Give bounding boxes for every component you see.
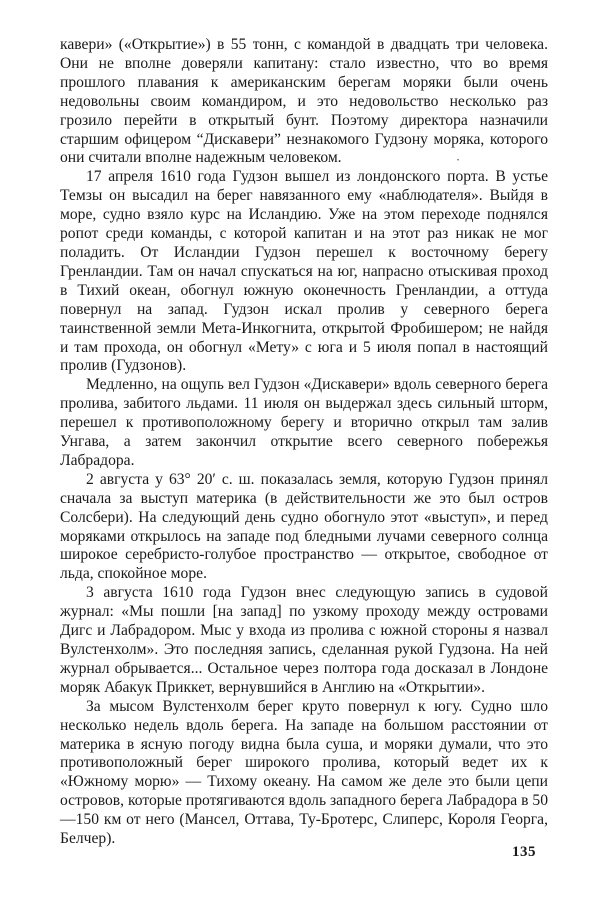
paragraph-6: За мысом Вулстенхолм берег круто повернул к югу. Судно шло несколько недель вдоль берега. На западе на большом расстоянии от материка в ясную погоду видна была суша, и моряки думали, что это противоположный берег широкого пролива, который ведет их к «Южному морю» — Тихому океану. На самом же деле это были цепи островов, которые протягиваются вдоль западного берега Лабрадора в 50—150 км от него (Мансел, Оттава, Ту-Бротерс, Слиперс, Короля Георга, Белчер). xyxy=(60,697,548,848)
paragraph-2: 17 апреля 1610 года Гудзон вышел из лондонского порта. В устье Темзы он высадил на берег навязанного ему «наблюдателя». Выйдя в море, судно взяло курс на Исландию. Уже на этом переходе поднялся ропот среди команды, с которой капитан и на этот раз никак не мог поладить. От Исландии Гудзон перешел к восточному берегу Гренландии. Там он начал спускаться на юг, напрасно отыскивая проход в Тихий океан, обогнул южную оконечность Гренландии, а оттуда повернул на запад. Гудзон искал пролив у северного берега таинственной земли Мета-Инкогнита, открытой Фробишером; не найдя и там прохода, он обогнул «Мету» с юга и 5 июля попал в настоящий пролив (Гудзонов). xyxy=(60,168,548,375)
page-text-body xyxy=(60,36,548,849)
print-speck: • xyxy=(457,158,460,164)
paragraph-4: 2 августа у 63° 20′ с. ш. показалась земля, которую Гудзон принял сначала за выступ материка (в действительности же это был остров Солсбери). На следующий день судно обогнуло этот «выступ», и перед моряками открылось на западе под бледными лучами северного солнца широкое серебристо-голубое пространство — открытое, свободное от льда, спокойное море. xyxy=(60,470,548,583)
paragraph-3: Медленно, на ощупь вел Гудзон «Дискавери» вдоль северного берега пролива, забитого льдами. 11 июля он выдержал здесь сильный шторм, перешел к противоположному берегу и вторично открыл там залив Унгава, а затем закончил открытие всего северного побережья Лабрадора. xyxy=(60,376,548,469)
paragraph-5: 3 августа 1610 года Гудзон внес следующую запись в судовой журнал: «Мы пошли [на запад] по узкому проходу между островами Дигс и Лабрадором. Мыс у входа из пролива с южной стороны я назвал Вулстенхолм». Это последняя запись, сделанная рукой Гудзона. На ней журнал обрывается... Остальное через полтора года досказал в Лондоне моряк Абакук Приккет, вернувшийся в Англию на «Открытии». xyxy=(60,584,548,696)
paragraph-1: кавери» («Открытие») в 55 тонн, с командой в двадцать три человека. Они не вполне доверяли капитану: стало известно, что во время прошлого плавания к американским берегам моряки были очень недовольны своим командиром, и это недовольство несколько раз грозило перейти в открытый бунт. Поэтому директора назначили старшим офицером “Дискавери” незнакомого Гудзону моряка, которого они считали вполне надежным человеком. xyxy=(60,36,548,167)
page-number: 135 xyxy=(512,844,536,860)
